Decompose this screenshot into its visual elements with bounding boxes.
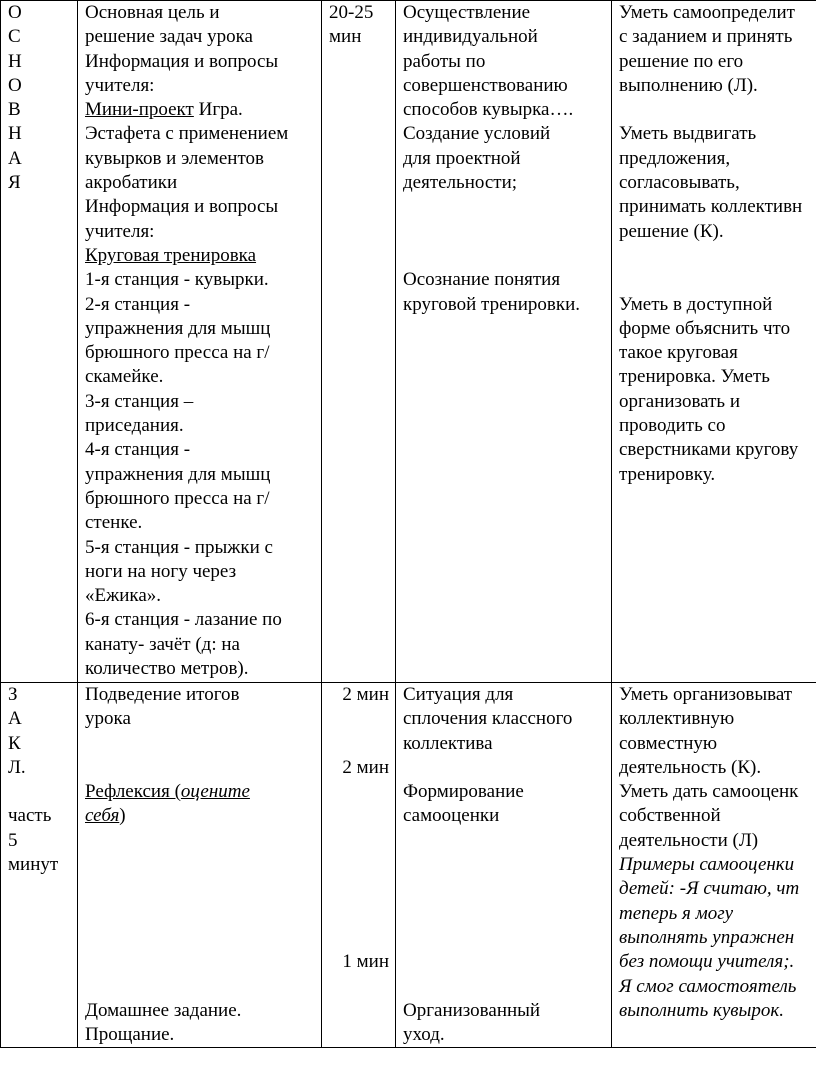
skill-line: решение по его [619, 50, 744, 72]
content-line: Основная цель и [85, 2, 220, 23]
station-line: 5-я станция - прыжки с [85, 536, 273, 558]
self-assessment-example: теперь я могу [619, 902, 734, 924]
spacer [329, 780, 389, 804]
station-line: стенке. [85, 512, 143, 534]
stage-letter: Л. [8, 756, 26, 778]
content-line: кувырков и элементов [85, 147, 264, 169]
skill-line: организовать и [619, 390, 741, 412]
skills-cell-main [612, 1, 816, 683]
spacer [85, 902, 321, 926]
spacer [85, 975, 321, 999]
activity-line: способов кувырка…. [403, 99, 574, 121]
spacer [403, 853, 611, 877]
station-line: «Ежика». [85, 585, 162, 607]
reflection-italic-2: себя [85, 805, 120, 827]
station-line: упражнения для мышц [85, 317, 271, 339]
self-assessment-example: выполнять упражнен [619, 926, 795, 948]
spacer [85, 829, 321, 853]
skill-line: предложения, [619, 147, 731, 169]
spacer [403, 950, 611, 974]
activity-line: круговой тренировки. [403, 293, 580, 315]
skills-cell-closing [612, 683, 816, 1048]
spacer [329, 804, 389, 828]
activity-line: уход. [403, 1024, 445, 1046]
stage-letter: С [8, 26, 21, 48]
station-line: ноги на ногу через [85, 560, 237, 582]
skill-line: выполнению (Л). [619, 74, 758, 96]
activity-line: для проектной [403, 147, 521, 169]
content-line: Информация и вопросы [85, 196, 279, 218]
skill-line: согласовывать, [619, 172, 740, 194]
station-line: 6-я станция - лазание по [85, 609, 282, 631]
activity-line: индивидуальной [403, 26, 538, 48]
station-line: скамейке. [85, 366, 164, 388]
skill-line: Уметь в доступной [619, 293, 773, 315]
activity-line: сплочения классного [403, 708, 573, 730]
station-line: брюшного пресса на г/ [85, 487, 270, 509]
time-value: 2 мин [342, 756, 389, 778]
skill-line: Уметь дать самооценк [619, 781, 799, 803]
skill-line: собственной [619, 805, 721, 827]
spacer [403, 220, 611, 244]
spacer [85, 732, 321, 756]
reflection-italic: оцените [180, 781, 250, 803]
time-value: 20-25 [329, 2, 374, 23]
skill-line: решение (К). [619, 220, 724, 242]
activity-line: коллектива [403, 732, 493, 754]
spacer [403, 756, 611, 780]
spacer [619, 268, 816, 292]
stage-cell-main [1, 1, 78, 683]
stage-letter: А [8, 147, 22, 169]
table-row-main-stage [1, 1, 816, 683]
activity-line: Осознание понятия [403, 269, 561, 291]
spacer [403, 902, 611, 926]
spacer [403, 829, 611, 853]
spacer [403, 926, 611, 950]
time-cell-main [322, 1, 396, 683]
activity-line: Осуществление [403, 2, 531, 23]
reflection-label: Рефлексия ( [85, 781, 181, 803]
skill-line: принимать коллективн [619, 196, 803, 218]
skill-line: деятельности (Л) [619, 829, 759, 851]
mini-project-rest: Игра. [193, 99, 243, 121]
stage-part-label: часть [8, 805, 52, 827]
station-line: 3-я станция – [85, 390, 194, 412]
content-line: решение задач урока [85, 26, 253, 48]
station-line: 2-я станция - [85, 293, 191, 315]
spacer [85, 950, 321, 974]
content-line: Эстафета с применением [85, 123, 289, 145]
station-line: упражнения для мышц [85, 463, 271, 485]
skill-line: сверстниками кругову [619, 439, 799, 461]
activity-line: Создание условий [403, 123, 551, 145]
mini-project-line [85, 98, 321, 122]
skill-line: тренировку. [619, 463, 716, 485]
skill-line: такое круговая [619, 342, 738, 364]
skill-line: проводить со [619, 415, 726, 437]
spacer [85, 853, 321, 877]
self-assessment-example: детей: -Я считаю, чт [619, 878, 800, 900]
content-line: акробатики [85, 172, 178, 194]
time-cell-closing [322, 683, 396, 1048]
stage-letter: З [8, 684, 18, 705]
skill-line: тренировка. Уметь [619, 366, 770, 388]
skill-line: деятельность (К). [619, 756, 762, 778]
homework-line: Домашнее задание. [85, 999, 242, 1021]
spacer [329, 732, 389, 756]
activity-line: совершенствованию [403, 74, 568, 96]
station-line: 1-я станция - кувырки. [85, 269, 269, 291]
time-value: 1 мин [342, 951, 389, 973]
content-line: урока [85, 708, 131, 730]
mini-project-label: Мини-проект [85, 99, 194, 121]
activity-line: Ситуация для [403, 684, 514, 705]
spacer [619, 244, 816, 268]
skill-line: совместную [619, 732, 718, 754]
content-line: Подведение итогов [85, 684, 240, 705]
content-cell-main [78, 1, 322, 683]
content-line: Информация и вопросы [85, 50, 279, 72]
spacer [85, 877, 321, 901]
spacer [619, 98, 816, 122]
spacer [403, 877, 611, 901]
spacer [85, 926, 321, 950]
skill-line: коллективную [619, 708, 735, 730]
station-line: канату- зачёт (д: на [85, 633, 240, 655]
activity-line: Формирование [403, 781, 524, 803]
stage-cell-closing [1, 683, 78, 1048]
spacer [403, 244, 611, 268]
spacer [329, 829, 389, 853]
circuit-training-label: Круговая тренировка [85, 244, 257, 266]
farewell-line: Прощание. [85, 1024, 175, 1046]
spacer [329, 877, 389, 901]
stage-minutes-number: 5 [8, 829, 18, 851]
time-value: 2 мин [342, 684, 389, 705]
station-line: брюшного пресса на г/ [85, 342, 270, 364]
reflection-line [85, 780, 321, 804]
reflection-line-2 [85, 804, 321, 828]
self-assessment-example: Примеры самооценки [619, 854, 795, 876]
stage-letter: Я [8, 172, 21, 194]
station-line: количество метров). [85, 658, 249, 680]
skill-line: Уметь самоопределит [619, 2, 795, 23]
spacer [329, 853, 389, 877]
activity-line: Организованный [403, 999, 541, 1021]
self-assessment-example: Я смог самостоятель [619, 975, 797, 997]
spacer [8, 780, 77, 804]
spacer [329, 926, 389, 950]
self-assessment-example: выполнить кувырок. [619, 999, 785, 1021]
spacer [403, 975, 611, 999]
skill-line: Уметь организовыват [619, 684, 793, 705]
activity-cell-closing [396, 683, 612, 1048]
activity-line: самооценки [403, 805, 500, 827]
stage-letter: К [8, 732, 21, 754]
spacer [329, 902, 389, 926]
content-line: учителя: [85, 220, 155, 242]
stage-letter: Н [8, 50, 22, 72]
spacer [85, 756, 321, 780]
content-cell-closing [78, 683, 322, 1048]
skill-line: с заданием и принять [619, 26, 793, 48]
self-assessment-example: без помощи учителя;. [619, 951, 795, 973]
skill-line: Уметь выдвигать [619, 123, 757, 145]
stage-letter: А [8, 708, 22, 730]
reflection-close: ) [119, 805, 126, 827]
stage-letter: О [8, 2, 22, 23]
table-row-closing-stage [1, 683, 816, 1048]
station-line: приседания. [85, 415, 184, 437]
content-line: учителя: [85, 74, 155, 96]
spacer [403, 195, 611, 219]
stage-letter: Н [8, 123, 22, 145]
skill-line: форме объяснить что [619, 317, 791, 339]
activity-cell-main [396, 1, 612, 683]
activity-line: деятельности; [403, 172, 518, 194]
stage-letter: В [8, 99, 21, 121]
activity-line: работы по [403, 50, 486, 72]
stage-letter: О [8, 74, 22, 96]
stage-minutes-label: минут [8, 854, 59, 876]
station-line: 4-я станция - [85, 439, 191, 461]
spacer [329, 707, 389, 731]
time-unit: мин [329, 26, 362, 48]
